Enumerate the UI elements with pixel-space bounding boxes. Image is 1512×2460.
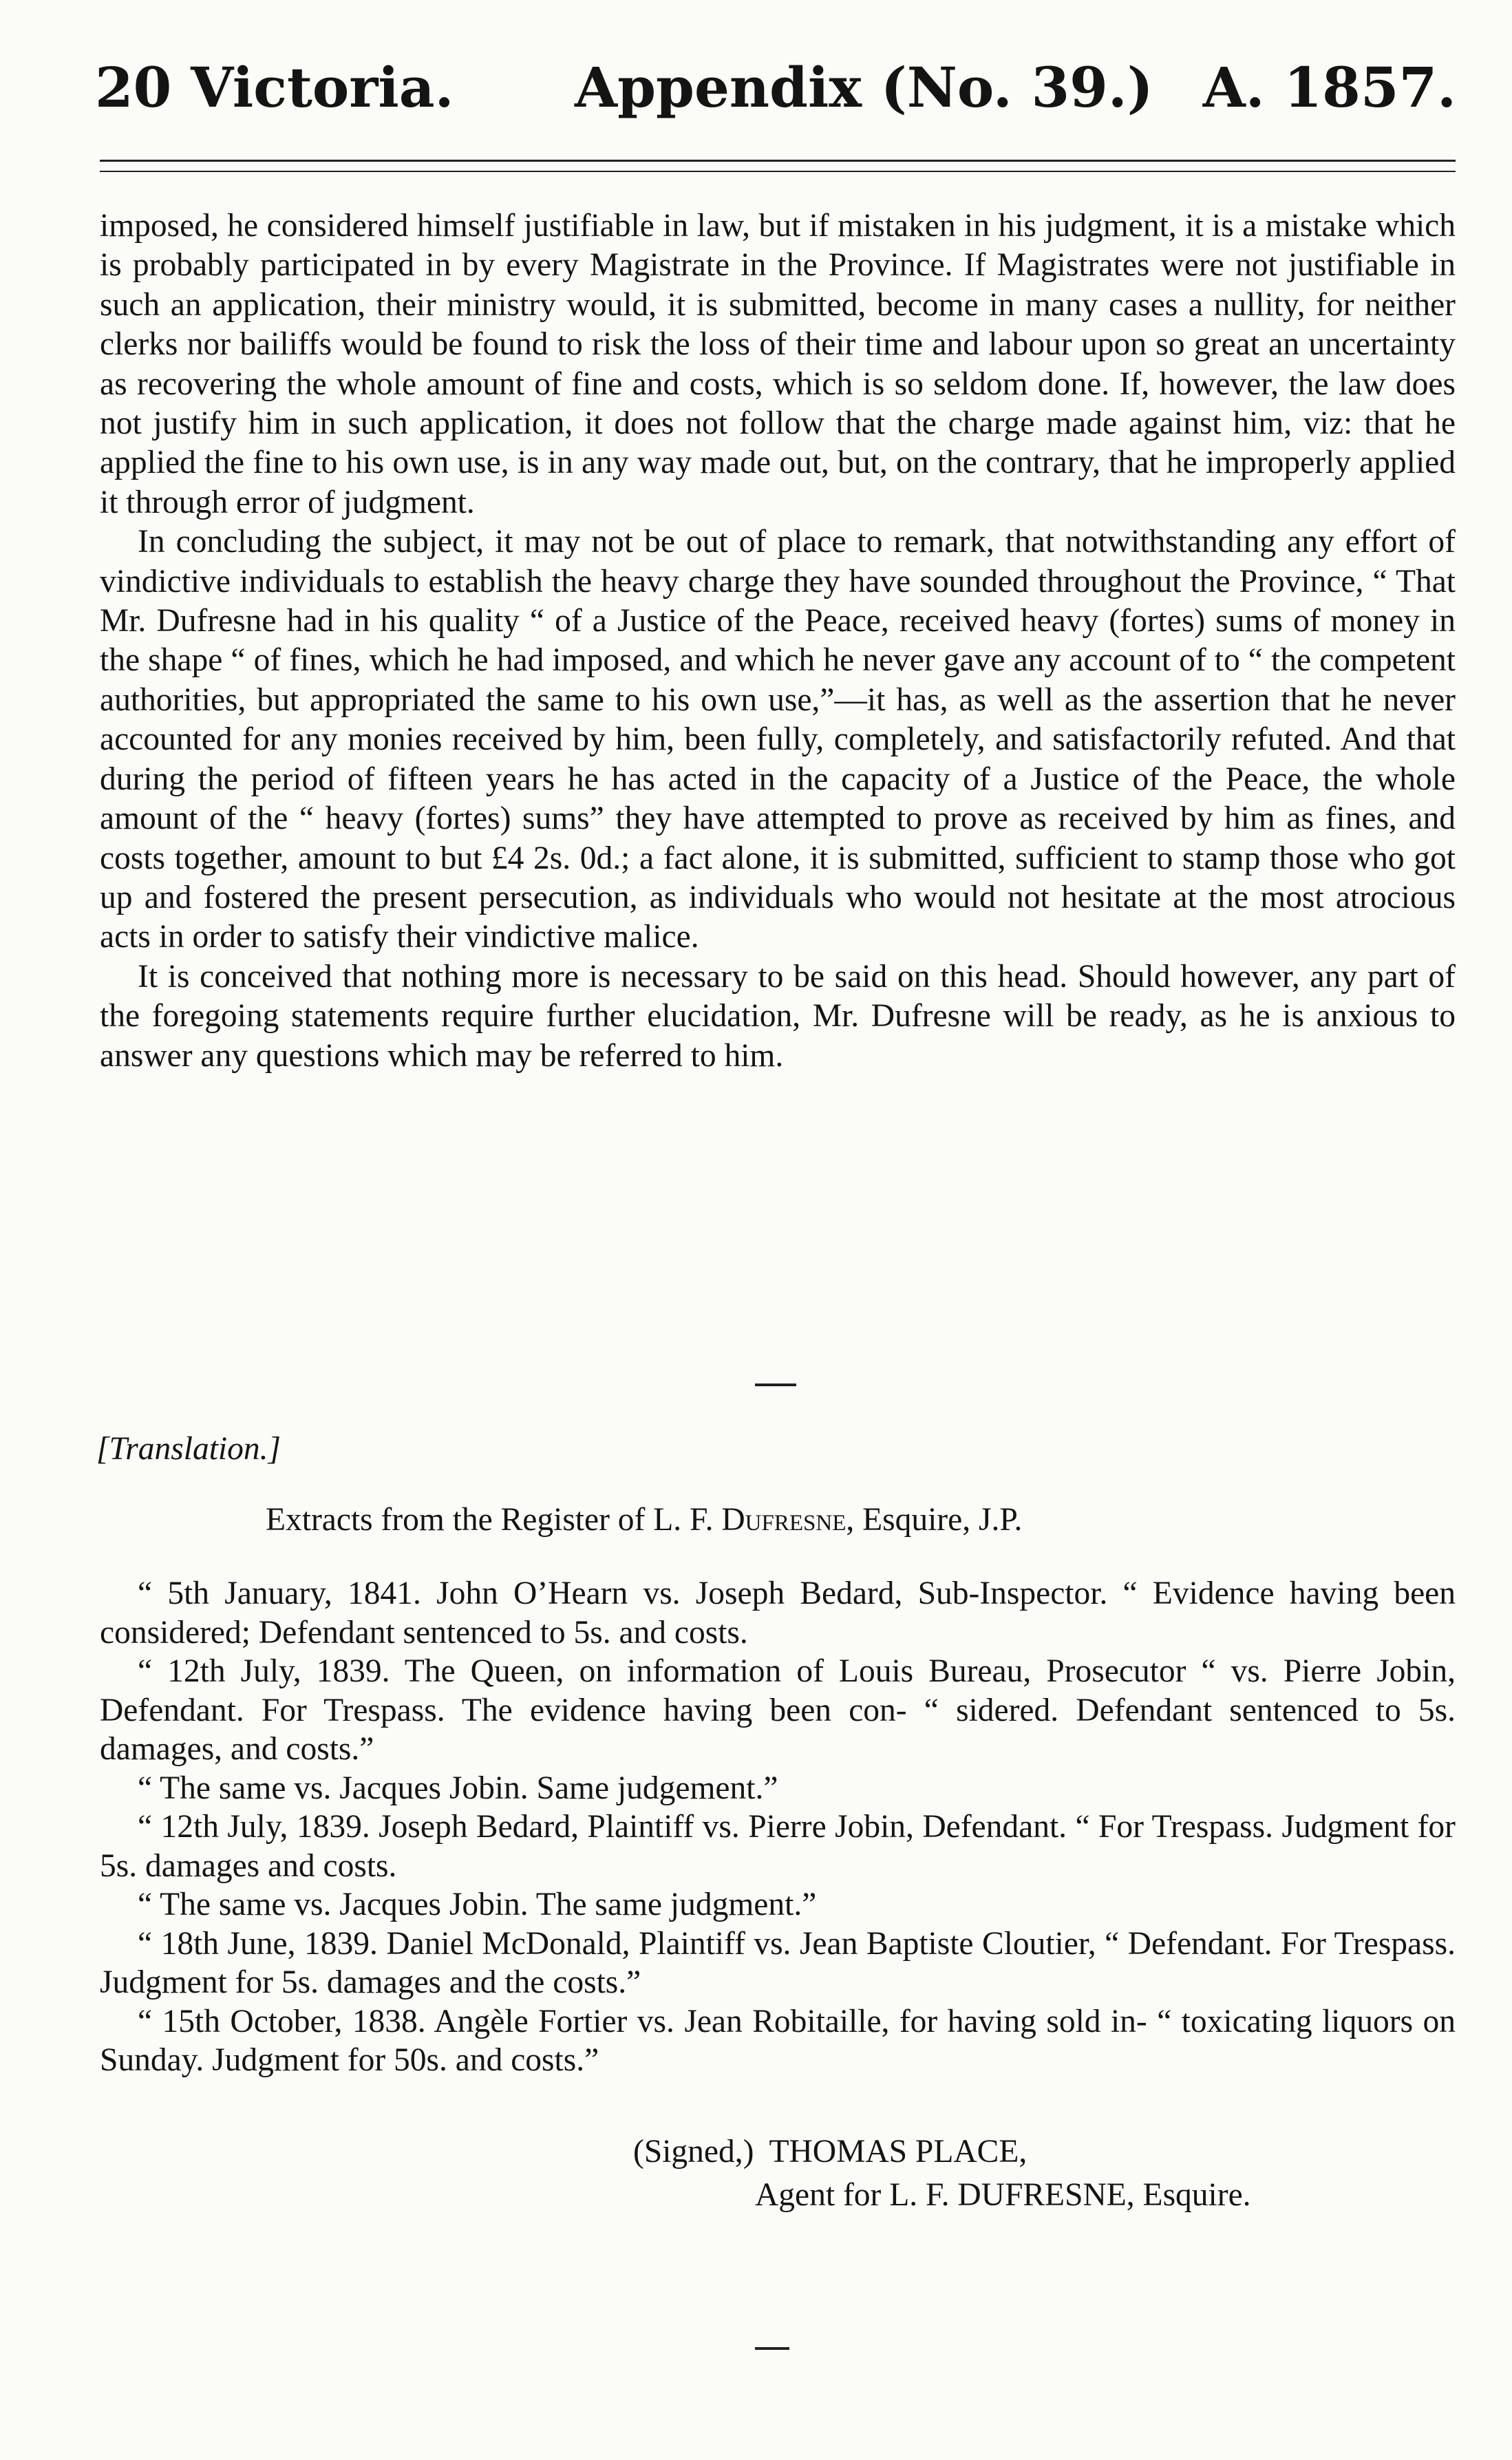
footer-divider [755, 2347, 789, 2350]
header-rule-bottom [100, 171, 1456, 172]
register-entry: “ 12th July, 1839. The Queen, on information of Louis Bureau, Prosecutor “ vs. Pierre Jobin, Defendant. For Trespass. The evidence having been con- “ sidered. Defendant sentenced to 5s. damages, and costs.” [100, 1653, 1456, 1767]
signatory-name: THOMAS PLACE, [769, 2134, 1027, 2170]
register-entry: “ The same vs. Jacques Jobin. Same judgement.” [138, 1770, 778, 1806]
header-appendix: Appendix (No. 39.) [575, 55, 1153, 120]
translation-label: [Translation.] [96, 1431, 281, 1467]
extracts-heading-name: Dufresne [721, 1502, 846, 1538]
register-entry: “ 12th July, 1839. Joseph Bedard, Plaintiff vs. Pierre Jobin, Defendant. “ For Trespass. Judgment for 5s. damages and costs. [100, 1809, 1456, 1884]
signature-line [633, 2130, 1027, 2174]
signatory-title: Agent for L. F. DUFRESNE, Esquire. [755, 2177, 1251, 2213]
body-paragraph-1: imposed, he considered himself justifiable in law, but if mistaken in his judgment, it is a mistake which is probably participated in by every Magistrate in the Province. If Magistrates were not justifiable in such an application, their ministry would, it is submitted, become in many cases a nullity, for neither clerks nor bailiffs would be found to risk the loss of their time and labour upon so great an uncertainty as recovering the whole amount of fine and costs, which is so seldom done. If, however, the law does not justify him in such application, it does not follow that the charge made against him, viz: that he applied the fine to his own use, is in any way made out, but, on the contrary, that he improperly applied it through error of judgment. [100, 208, 1456, 520]
header-session: 20 Victoria. [95, 55, 454, 120]
page-header [83, 55, 1456, 131]
header-rule-top [100, 160, 1456, 162]
extracts-heading-suffix: , Esquire, J.P. [846, 1502, 1023, 1538]
signed-label: (Signed,) [633, 2134, 754, 2170]
register-entry: “ 5th January, 1841. John O’Hearn vs. Joseph Bedard, Sub-Inspector. “ Evidence having been considered; Defendant sentenced to 5s. and costs. [100, 1576, 1456, 1651]
extracts-heading [266, 1499, 1339, 1540]
register-entries [100, 1574, 1456, 2080]
main-body [100, 206, 1456, 1076]
register-entry: “ 15th October, 1838. Angèle Fortier vs. Jean Robitaille, for having sold in- “ toxicating liquors on Sunday. Judgment for 50s. and costs.” [100, 2003, 1456, 2078]
register-entry: “ 18th June, 1839. Daniel McDonald, Plaintiff vs. Jean Baptiste Cloutier, “ Defendant. For Trespass. Judgment for 5s. damages and the costs.” [100, 1925, 1456, 2000]
section-divider [755, 1383, 796, 1386]
register-entry: “ The same vs. Jacques Jobin. The same judgment.” [138, 1887, 817, 1922]
body-paragraph-3: It is conceived that nothing more is necessary to be said on this head. Should however, any part of the foregoing statements require further elucidation, Mr. Dufresne will be ready, as he is anxious to answer any questions which may be referred to him. [100, 958, 1456, 1074]
body-paragraph-2: In concluding the subject, it may not be out of place to remark, that notwithstanding any effort of vindictive individuals to establish the heavy charge they have sounded throughout the Province, “ That Mr. Dufresne had in his quality “ of a Justice of the Peace, received heavy (fortes) sums of money in the shape “ of fines, which he had imposed, and which he never gave any account of to “ the competent authorities, but appropriated the same to his own use,”—it has, as well as the assertion that he never accounted for any monies received by him, been fully, completely, and satisfactorily refuted. And that during the period of fifteen years he has acted in the capacity of a Justice of the Peace, the whole amount of the “ heavy (fortes) sums” they have attempted to prove as received by him as fines, and costs together, amount to but £4 2s. 0d.; a fact alone, it is submitted, sufficient to stamp those who got up and fostered the present persecution, as individuals who would not hesitate at the most atrocious acts in order to satisfy their vindictive malice. [100, 524, 1456, 955]
extracts-heading-prefix: Extracts from the Register of L. F. [266, 1502, 714, 1538]
header-year: A. 1857. [1202, 55, 1456, 120]
